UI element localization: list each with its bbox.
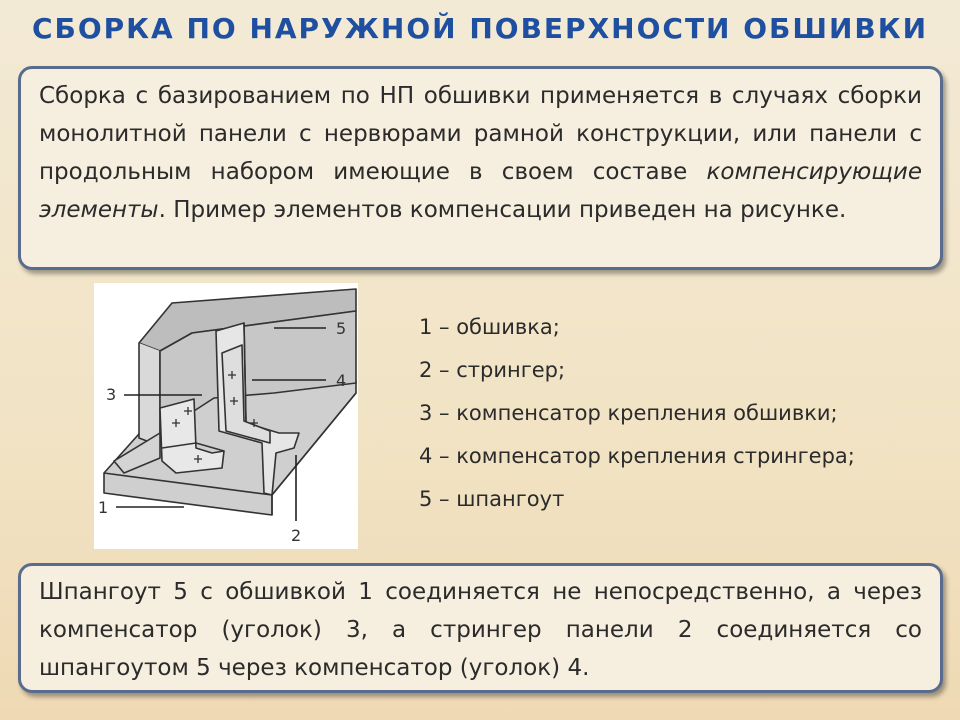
intro-box [18,66,943,270]
intro-text-part2: . Пример элементов компенсации приведен на рисунке. [158,197,847,223]
legend-item: 1 – обшивка; [419,315,560,339]
conclusion-fragment: соединяется со шпангоутом [39,617,922,681]
conclusion-fragment: соединяется не непосредственно, а через компенсатор (уголок) [39,579,922,643]
conclusion-number: 1 [358,579,373,605]
conclusion-number: 2 [677,617,693,643]
callout-1: 1 [98,498,109,517]
conclusion-fragment: с обшивкой [187,579,359,605]
conclusion-fragment: . [582,655,590,681]
conclusion-text [39,573,922,687]
callout-3: 3 [106,385,117,404]
intro-text [39,77,922,229]
callout-4: 4 [336,371,347,390]
intro-text-part1: Сборка с базированием по НП обшивки применяется в случаях сборки монолитной панели с нервюрами рамной конструкции, или панели с продольным набором имеющие в своем составе [39,83,922,185]
legend-list [419,306,855,521]
conclusion-number: 5 [173,579,188,605]
slide-title: СБОРКА ПО НАРУЖНОЙ ПОВЕРХНОСТИ ОБШИВКИ [31,12,929,45]
intro-emphasis: компенсирующие элементы [39,159,922,223]
legend-item: 5 – шпангоут [419,487,565,511]
conclusion-fragment: Шпангоут [39,579,174,605]
conclusion-number: 5 [196,655,211,681]
conclusion-number: 3 [345,617,361,643]
assembly-drawing [94,283,358,549]
conclusion-fragment: , а стрингер панели [360,617,678,643]
legend-item: 2 – стрингер; [419,358,566,382]
conclusion-fragment: через компенсатор (уголок) [210,655,568,681]
assembly-figure [94,283,358,549]
legend-item: 4 – компенсатор крепления стрингера; [419,444,855,468]
conclusion-number: 4 [567,655,583,681]
callout-5: 5 [336,319,347,338]
conclusion-box [18,563,943,693]
callout-2: 2 [291,526,302,545]
legend-item: 3 – компенсатор крепления обшивки; [419,401,838,425]
